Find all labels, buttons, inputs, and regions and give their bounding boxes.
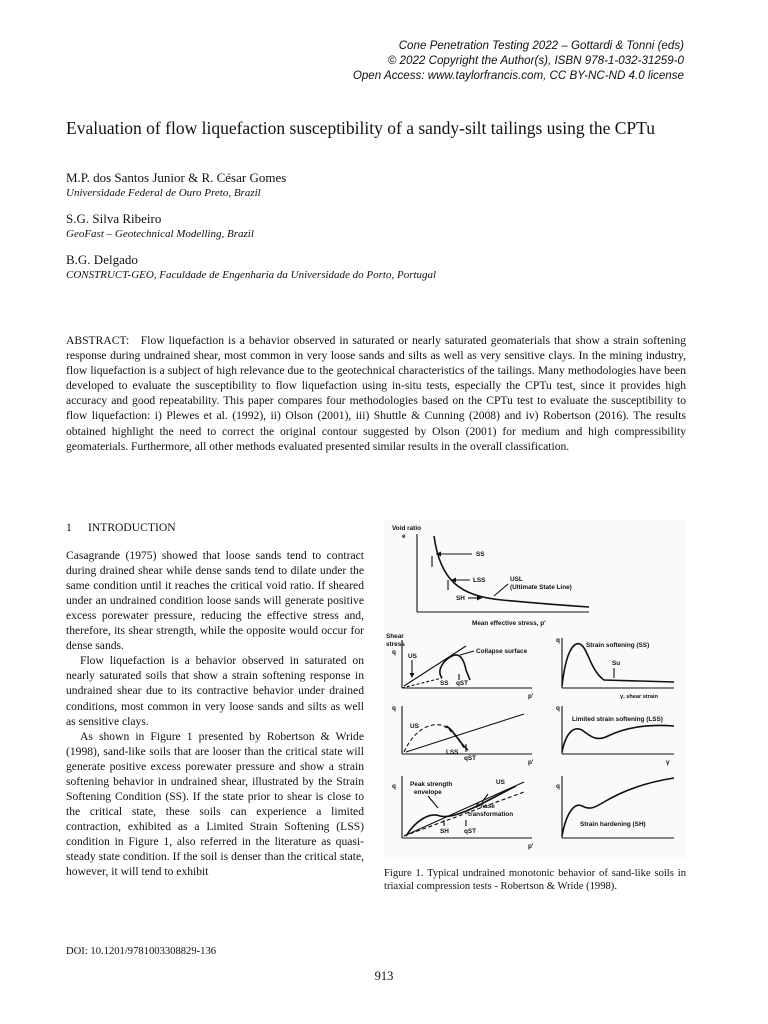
paragraph: As shown in Figure 1 presented by Robertson & Wride (1998), sand-like soils that are looser than the critical state will generate positive excess porewater pressure and show a strain softening behavior in undrained shear, illustrated by the Strain Softening Condition (SS). If the state prior to shear is close to the critical state, these soils can experience a limited contraction, exhibited as a Limited Strain Softening (LSS) condition in Figure 1, also referred in the literature as quasi-steady state condition. If the soil is denser than the critical state, however, it will tend to exhibit	[66, 729, 364, 879]
label-gamma-shear: γ, shear strain	[620, 694, 658, 700]
label-peak1: Peak strength	[410, 781, 453, 788]
label-sh-2: SH	[440, 828, 449, 835]
label-void-ratio: Void ratio	[392, 525, 421, 532]
figure-caption: Figure 1. Typical undrained monotonic behavior of sand-like soils in triaxial compression tests - Robertson & Wride (1998).	[384, 868, 686, 892]
body-left-column	[66, 520, 364, 879]
paragraph: Flow liquefaction is a behavior observed in saturated on nearly saturated soils that show a strain softening response in undrained shear due to its contractive behavior under drained conditions, most common in very loose sands and silts as well as sensitive clays.	[66, 654, 364, 728]
author-group-1	[66, 170, 286, 200]
author-names: S.G. Silva Ribeiro	[66, 211, 162, 226]
label-q: q	[392, 649, 396, 656]
label-collapse: Collapse surface	[476, 648, 528, 655]
label-q: q	[556, 637, 560, 644]
label-q: q	[392, 783, 396, 790]
label-qst-2: qST	[464, 755, 477, 762]
label-sh: SH	[456, 595, 465, 602]
label-q: q	[556, 783, 560, 790]
label-lss: LSS	[473, 577, 486, 584]
author-affiliation: Universidade Federal de Ouro Preto, Brazil	[66, 187, 261, 199]
header-line-1: Cone Penetration Testing 2022 – Gottardi & Tonni (eds)	[398, 39, 684, 52]
author-affiliation: GeoFast – Geotechnical Modelling, Brazil	[66, 228, 254, 240]
doi: DOI: 10.1201/9781003308829-136	[66, 946, 217, 957]
label-qst-3: qST	[464, 828, 477, 835]
label-mean-eff: Mean effective stress, p'	[472, 620, 546, 627]
figure-1-diagram	[384, 520, 686, 860]
label-strain-lss: Limited strain softening (LSS)	[572, 716, 663, 723]
label-p-prime-2: p'	[528, 759, 534, 766]
author-group-2	[66, 211, 254, 241]
label-lss-2: LSS	[446, 749, 459, 756]
publication-header	[353, 38, 684, 83]
label-stress: stress	[386, 641, 405, 648]
label-us: US	[408, 653, 417, 660]
label-ss: SS	[476, 551, 485, 558]
label-phase2: transformation	[468, 811, 514, 818]
label-usl-full: (Ultimate State Line)	[510, 584, 572, 591]
label-ss-2: SS	[440, 680, 449, 687]
label-us-2: US	[410, 723, 419, 730]
label-q: q	[392, 705, 396, 712]
label-strain-sh: Strain hardening (SH)	[580, 821, 646, 828]
label-p-prime: p'	[528, 693, 534, 700]
label-phase1: Phase	[476, 803, 495, 810]
label-us-3: US	[496, 779, 505, 786]
author-group-3	[66, 252, 436, 282]
section-heading	[66, 520, 364, 535]
label-shear: Shear	[386, 633, 404, 640]
page-number: 913	[374, 969, 394, 983]
label-q: q	[556, 705, 560, 712]
header-line-3: Open Access: www.taylorfrancis.com, CC BY-NC-ND 4.0 license	[352, 69, 684, 82]
label-strain-ss: Strain softening (SS)	[586, 642, 650, 649]
label-gamma: γ	[666, 759, 670, 766]
figure-1	[384, 520, 686, 860]
author-names: B.G. Delgado	[66, 252, 138, 267]
label-p-prime-3: p'	[528, 843, 534, 850]
label-su: Su	[612, 660, 621, 667]
section-number: 1	[66, 521, 72, 534]
label-peak2: envelope	[414, 789, 442, 796]
label-qst: qST	[456, 680, 469, 687]
abstract: ABSTRACT: Flow liquefaction is a behavior observed in saturated or nearly saturated geomaterials that show a strain softening response during undrained shear, most common in very loose sands and silts as well as very sensitive clays. In the mining industry, flow liquefaction is a subject of high relevance due to the geotechnical characteristics of the tailings. Many methodologies have been developed to evaluate the susceptibility to flow liquefaction using in-situ tests, especially the CPTu test, since it provides high accuracy and good repeatability. This paper compares four methodologies based on the CPTu test to evaluate the susceptibility to flow liquefaction: i) Plewes et al. (1992), ii) Olson (2001), iii) Shuttle & Cunning (2008) and iv) Robertson (2016). The results obtained highlight the need to correct the original contour suggested by Olson (2001) for medium and high compressibility geomaterials. Furthermore, all other methods evaluated presented similar results in the overall classification.	[66, 334, 686, 453]
label-e: e	[402, 533, 406, 540]
header-line-2: © 2022 Copyright the Author(s), ISBN 978-1-032-31259-0	[387, 54, 684, 67]
author-names: M.P. dos Santos Junior & R. César Gomes	[66, 170, 287, 185]
label-usl: USL	[510, 576, 523, 583]
paper-title: Evaluation of flow liquefaction susceptibility of a sandy-silt tailings using the CPTu	[66, 118, 655, 138]
author-affiliation: CONSTRUCT-GEO, Faculdade de Engenharia da Universidade do Porto, Portugal	[66, 269, 437, 281]
paragraph: Casagrande (1975) showed that loose sands tend to contract during drained shear while dense sands tend to dilate under the same condition until it reaches the critical void ratio. If sheared under an undrained condition loose sands will generate positive excess porewater pressure, reducing the effective stress and, therefore, its shear strength, while the opposite would occur for dense sands.	[66, 549, 364, 653]
section-title: INTRODUCTION	[88, 521, 176, 534]
